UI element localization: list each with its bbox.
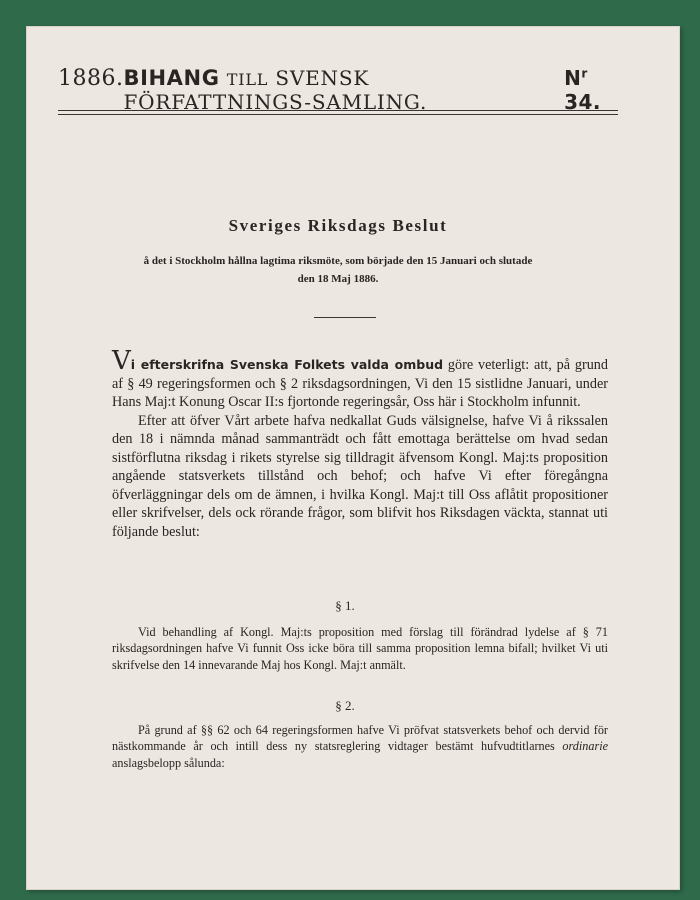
section-2-italic: ordinarie	[562, 739, 608, 754]
section-2-mark: § 2.	[335, 698, 355, 713]
header-series-title: SVENSK FÖRFATTNINGS-SAMLING.	[123, 66, 428, 114]
header-number-value: 34.	[564, 90, 602, 114]
header-rule-double	[58, 114, 618, 115]
intro-rest-text: göre veterligt: att, på grund af § 49 regeringsformen och § 2 riksdagsordningen, Vi den 15 sistlidne Januari, under Hans Maj:t Konung Oscar II:s fjortonde regeringsår, Oss här i Stockholm infunnit.	[112, 357, 608, 410]
section-2-body	[112, 722, 608, 771]
header-series	[123, 66, 564, 114]
document-subtitle	[98, 252, 578, 288]
section-1-text: Vid behandling af Kongl. Maj:ts proposition med förslag till förändrad lydelse af § 71 riksdagsordningen hafve Vi funnit Oss icke böra till samma proposition lemna bifall; hvilket Vi uti skrifvelse den 14 innevarande Maj hos Kongl. Maj:t anmält.	[112, 625, 608, 672]
section-1-body	[112, 624, 608, 673]
paragraph-main: Efter att öfver Vårt arbete hafva nedkallat Guds välsignelse, hafve Vi å rikssalen den 18 i nämnda månad sammanträdt och fått emottaga berättelse om hvad sedan sistförflutna riksdag i rikets styrelse sig tilldragit äfvensom Kongl. Maj:ts proposition angående statsverkets tillstånd och behof; och hafve Vi efter föregångna öfverläggningar dels om de ämnen, i hvilka Kongl. Maj:t till Oss aflåtit propositioner eller skrifvelser, dels ock rörande frågor, som blifvit hos Riksdagen väckta, stannat uti följande beslut:	[112, 412, 608, 540]
drop-cap: V	[112, 346, 131, 376]
header-bihang: BIHANG	[123, 66, 220, 90]
header-number-prefix: N	[564, 66, 582, 90]
header-number-sup: r	[581, 66, 588, 81]
subtitle-line-2: den 18 Maj 1886.	[297, 273, 379, 285]
intro-bold-text: i efterskrifna Svenska Folkets valda ombud	[130, 357, 444, 372]
section-1-mark: § 1.	[335, 598, 355, 613]
title-divider	[314, 317, 376, 318]
section-2-text-a: På grund af §§ 62 och 64 regeringsformen hafve Vi pröfvat statsverkets behof och dervid för nästkommande år och intill dess ny statsreglering vidtager bestämt hufvudtitlarnes	[112, 723, 608, 754]
header-till: TILL	[226, 70, 269, 89]
header-line	[58, 66, 618, 114]
subtitle-line-1: å det i Stockholm hållna lagtima riksmöte, som började den 15 Januari och slutade	[143, 255, 533, 267]
section-2-text-b: anslagsbelopp sålunda:	[112, 755, 225, 770]
section-2-text	[112, 722, 608, 771]
document-body	[112, 346, 608, 541]
header-rule	[58, 110, 618, 111]
header-year: 1886.	[58, 66, 124, 91]
paragraph-intro	[112, 346, 608, 412]
document-title: Sveriges Riksdags Beslut	[228, 216, 448, 235]
header-number	[564, 66, 618, 114]
page-header	[58, 66, 618, 112]
